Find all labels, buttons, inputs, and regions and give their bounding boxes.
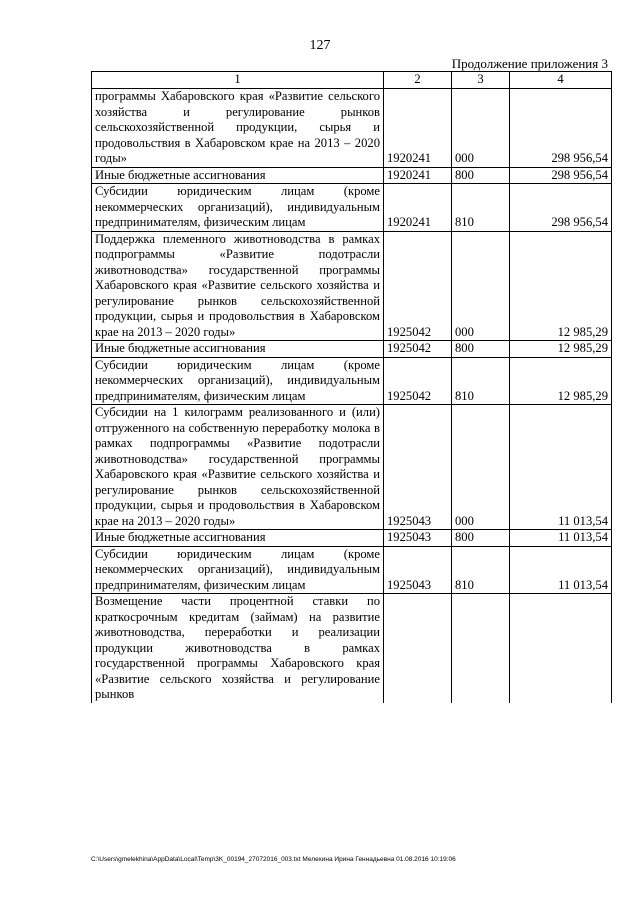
row-name: Иные бюджетные ассигнования	[92, 167, 384, 184]
table-row	[92, 167, 612, 184]
row-amount: 298 956,54	[510, 89, 612, 168]
table-row	[92, 357, 612, 405]
row-kind: 800	[452, 167, 510, 184]
row-code: 1925042	[384, 341, 452, 358]
row-name: Иные бюджетные ассигнования	[92, 341, 384, 358]
row-amount: 11 013,54	[510, 546, 612, 594]
row-name: Возмещение части процентной ставки по краткосрочным кредитам (займам) на развитие животноводства, переработки и реализации продукции животноводства в рамках государственной программы Хабаровского края «Развитие сельского хозяйства и регулирование рынков	[92, 594, 384, 703]
row-name: Субсидии юридическим лицам (кроме некоммерческих организаций), индивидуальным предпринимателям, физическим лицам	[92, 546, 384, 594]
row-name: Иные бюджетные ассигнования	[92, 530, 384, 547]
row-kind	[452, 594, 510, 703]
row-name: Субсидии юридическим лицам (кроме некоммерческих организаций), индивидуальным предпринимателям, физическим лицам	[92, 357, 384, 405]
row-name: программы Хабаровского края «Развитие сельского хозяйства и регулирование рынков сельскохозяйственной продукции, сырья и продовольствия в Хабаровском крае на 2013 – 2020 годы»	[92, 89, 384, 168]
row-amount: 11 013,54	[510, 530, 612, 547]
table-row	[92, 184, 612, 232]
row-amount: 298 956,54	[510, 184, 612, 232]
header-column-2: 2	[384, 72, 452, 89]
row-amount: 12 985,29	[510, 231, 612, 341]
row-code: 1920241	[384, 167, 452, 184]
row-code: 1920241	[384, 184, 452, 232]
table-row	[92, 546, 612, 594]
row-name: Субсидии на 1 килограмм реализованного и (или) отгруженного на собственную переработку молока в рамках подпрограммы «Развитие подотрасли животноводства» государственной программы Хабаровского края «Развитие сельского хозяйства и регулирование рынков сельскохозяйственной продукции, сырья и продовольствия в Хабаровском крае на 2013 – 2020 годы»	[92, 405, 384, 530]
row-amount	[510, 594, 612, 703]
row-kind: 800	[452, 530, 510, 547]
row-code: 1925043	[384, 405, 452, 530]
row-code	[384, 594, 452, 703]
row-code: 1925043	[384, 546, 452, 594]
row-kind: 810	[452, 546, 510, 594]
row-kind: 000	[452, 89, 510, 168]
row-code: 1925042	[384, 357, 452, 405]
row-name: Поддержка племенного животноводства в рамках подпрограммы «Развитие подотрасли животноводства» государственной программы Хабаровского края «Развитие сельского хозяйства и регулирование рынков сельскохозяйственной продукции, сырья и продовольствия в Хабаровском крае на 2013 – 2020 годы»	[92, 231, 384, 341]
header-column-4: 4	[510, 72, 612, 89]
table-header-row	[92, 72, 612, 89]
header-column-3: 3	[452, 72, 510, 89]
footer-file-path: C:\Users\gmelekhina\AppData\Local\Temp\3K_00194_27072016_003.txt Мелехина Ирина Геннадьевна 01.08.2016 10:19:06	[91, 856, 456, 863]
row-amount: 12 985,29	[510, 341, 612, 358]
table-row	[92, 341, 612, 358]
budget-table	[91, 71, 612, 703]
row-amount: 11 013,54	[510, 405, 612, 530]
row-code: 1920241	[384, 89, 452, 168]
row-kind: 000	[452, 231, 510, 341]
header-column-1: 1	[92, 72, 384, 89]
row-kind: 000	[452, 405, 510, 530]
row-code: 1925042	[384, 231, 452, 341]
table-row	[92, 89, 612, 168]
table-row	[92, 405, 612, 530]
table-row	[92, 231, 612, 341]
row-name: Субсидии юридическим лицам (кроме некоммерческих организаций), индивидуальным предпринимателям, физическим лицам	[92, 184, 384, 232]
row-kind: 810	[452, 184, 510, 232]
page-number: 127	[309, 38, 331, 53]
table-row	[92, 594, 612, 703]
row-amount: 12 985,29	[510, 357, 612, 405]
continuation-label: Продолжение приложения 3	[451, 56, 608, 71]
row-kind: 800	[452, 341, 510, 358]
table-row	[92, 530, 612, 547]
row-code: 1925043	[384, 530, 452, 547]
row-kind: 810	[452, 357, 510, 405]
row-amount: 298 956,54	[510, 167, 612, 184]
